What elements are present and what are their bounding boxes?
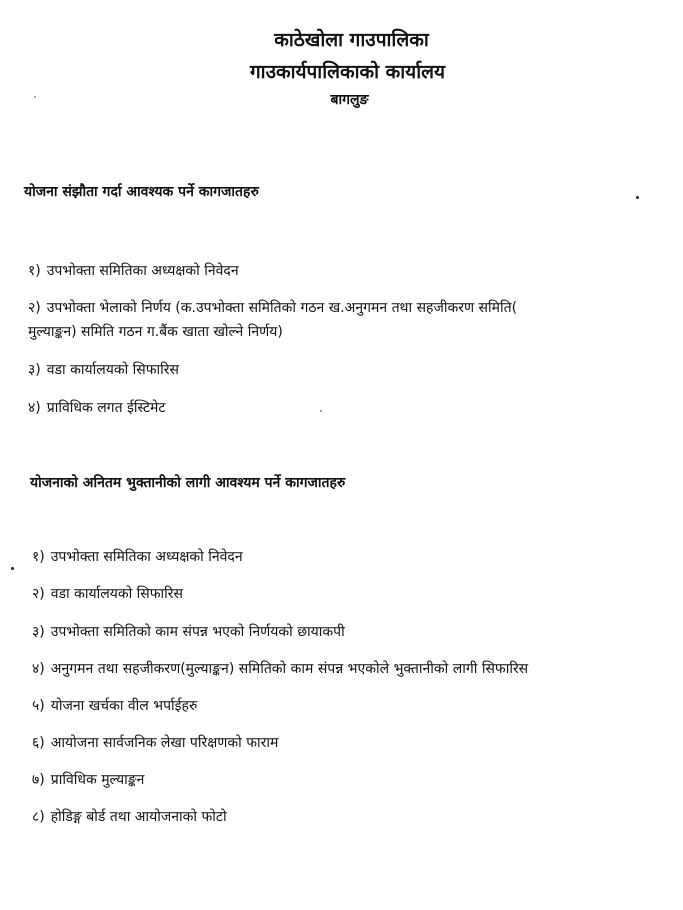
list-item-text: प्राविधिक मुल्याङ्कन — [50, 772, 145, 788]
list-item-number: २) — [32, 586, 45, 602]
list-item-number: ४) — [32, 661, 45, 677]
list-item — [32, 807, 227, 827]
list-item-number: ४) — [28, 400, 41, 416]
scan-speck — [11, 567, 14, 570]
list-item-number: ८) — [32, 809, 45, 825]
scan-speck — [320, 410, 322, 412]
section-agreement-heading: योजना संझौता गर्दा आवश्यक पर्ने कागजातहरु — [24, 184, 259, 200]
list-item-number: ५) — [32, 698, 45, 714]
office-name-heading: काठेखोला गाउपालिका — [274, 29, 429, 51]
list-item-text: आयोजना सार्वजनिक लेखा परिक्षणको फाराम — [50, 735, 279, 751]
list-item-text: उपभोक्ता समितिका अध्यक्षको निवेदन — [46, 263, 239, 279]
list-item-text: होडिङ्ग बोर्ड तथा आयोजनाको फोटो — [50, 809, 227, 825]
list-item-number: २) — [28, 300, 41, 316]
list-item — [28, 298, 517, 318]
list-item — [32, 696, 197, 716]
list-item-text: वडा कार्यालयको सिफारिस — [46, 362, 179, 378]
list-item-number: १) — [28, 263, 41, 279]
list-item-number: ६) — [32, 735, 45, 751]
list-item — [28, 398, 165, 418]
list-item-number: ३) — [32, 624, 45, 640]
list-item-text: योजना खर्चका वील भर्पाईहरु — [50, 698, 198, 714]
list-item — [32, 584, 183, 604]
list-item-text: मुल्याङ्कन) समिति गठन ग.बैंक खाता खोल्ने निर्णय) — [28, 324, 283, 340]
list-item-text: प्राविधिक लगत ईस्टिमेट — [46, 400, 166, 416]
list-item-continuation — [28, 322, 283, 342]
list-item-text: अनुगमन तथा सहजीकरण(मुल्याङ्कन) समितिको काम संपन्न भएकोले भुक्तानीको लागी सिफारिस — [50, 661, 529, 677]
list-item — [32, 622, 345, 642]
list-item — [32, 770, 144, 790]
list-item-number: ३) — [28, 362, 41, 378]
scan-speck — [636, 196, 639, 199]
office-subtitle-heading: गाउकार्यपालिकाको कार्यालय — [249, 61, 446, 83]
list-item-text: उपभोक्ता समितिको काम संपन्न भएको निर्णयको छायाकपी — [50, 624, 345, 640]
list-item — [28, 261, 239, 281]
list-item-text: उपभोक्ता भेलाको निर्णय (क.उपभोक्ता समितिको गठन ख.अनुगमन तथा सहजीकरण समिति( — [46, 300, 518, 316]
list-item — [28, 360, 179, 380]
list-item-text: वडा कार्यालयको सिफारिस — [50, 586, 183, 602]
district-heading: बागलुङ — [330, 92, 369, 108]
scan-speck — [34, 96, 36, 98]
section-payment-heading: योजनाको अनितम भुक्तानीको लागी आवश्यम पर्ने कागजातहरु — [30, 475, 346, 491]
list-item — [32, 547, 243, 567]
list-item-text: उपभोक्ता समितिका अध्यक्षको निवेदन — [50, 549, 243, 565]
list-item — [32, 659, 528, 679]
list-item-number: १) — [32, 549, 45, 565]
list-item-number: ७) — [32, 772, 45, 788]
list-item — [32, 733, 278, 753]
